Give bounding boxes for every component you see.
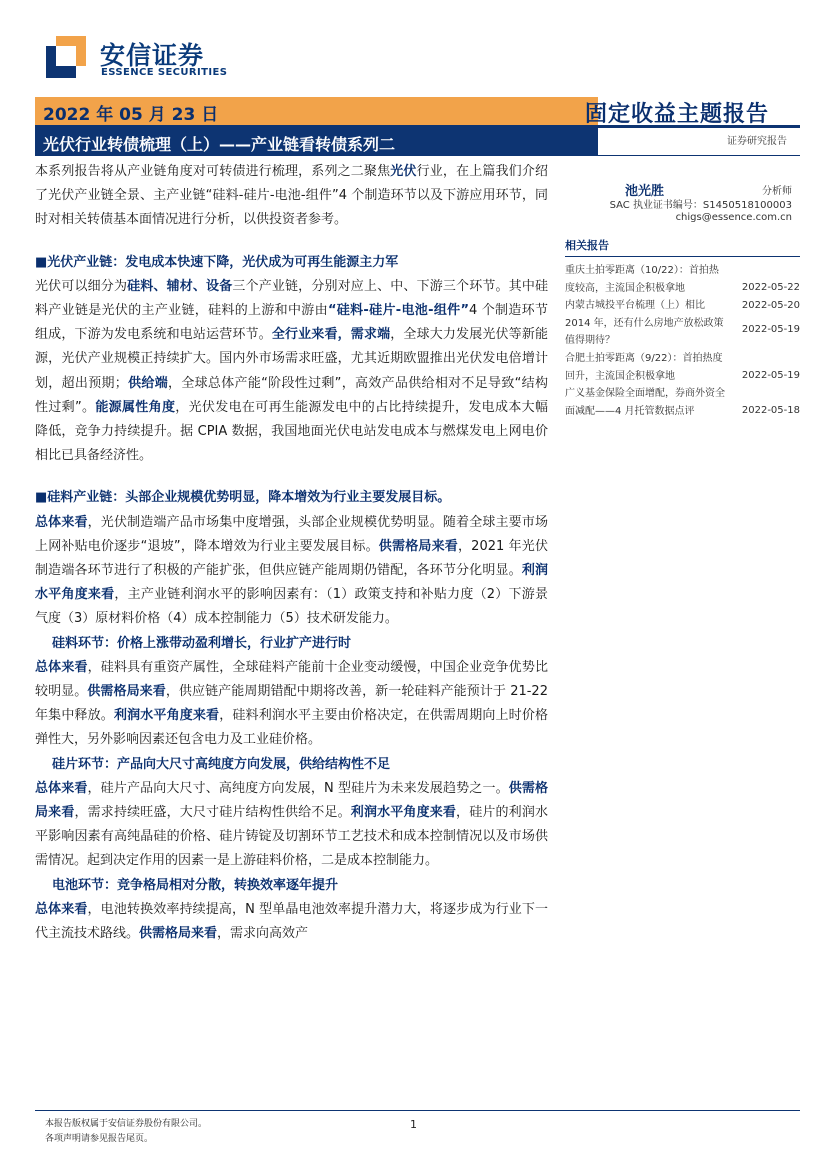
related-report-item[interactable]: 广义基金保险全面增配，券商外资全面减配——4 月托管数据点评 2022-05-18 [565,385,800,420]
related-report-date: 2022-05-20 [741,300,800,312]
analyst-name: 池光胜 [625,184,665,199]
section-heading-silicon-chain: ■硅料产业链：头部企业规模优势明显，降本增效为行业主要发展目标。 [35,490,451,506]
section-paragraph-silicon-chain: 总体来看，光伏制造端产品市场集中度增强，头部企业规模优势明显。随着全球主要市场上网补贴电价逐步“退坡”，降本增效为行业主要发展目标。供需格局来看，2021 年光伏制造端各环节进行了积极的产能扩张，但供应链产能周期仍错配，各环节分化明显。利润水平角度来看，主产业链利润水平的影响因素有：（1）政策支持和补贴力度（2）下游景气度（3）原材料价格（4）成本控制能力（5）技术研发能力。 [35,514,548,627]
footer-copyright: 本报告版权属于安信证券股份有限公司。 [45,1119,208,1129]
footer-disclaimer: 各项声明请参见报告尾页。 [45,1134,154,1144]
page-number: 1 [410,1118,417,1131]
related-report-date: 2022-05-19 [741,369,800,381]
analyst-role: 分析师 [762,186,792,197]
section-heading-pv-chain: ■光伏产业链：发电成本快速下降，光伏成为可再生能源主力军 [35,254,399,270]
report-subtype: 证券研究报告 [727,136,787,147]
subsection-paragraph-wafer: 总体来看，硅片产品向大尺寸、高纯度方向发展，N 型硅片为未来发展趋势之一。供需格局来看，需求持续旺盛，大尺寸硅片结构性供给不足。利润水平角度来看，硅片的利润水平影响因素有高纯晶硅的价格、硅片铸锭及切割环节工艺技术和成本控制情况以及市场供需情况。起到决定作用的因素一是上游硅料价格，二是成本控制能力。 [35,780,548,869]
related-report-item[interactable]: 重庆土拍零距离（10/22）：首拍热度较高，主流国企积极拿地 2022-05-22 [565,262,800,297]
subsection-heading-wafer: 硅片环节：产品向大尺寸高纯度方向发展，供给结构性不足 [52,756,391,772]
related-report-item[interactable]: 内蒙古城投平台梳理（上）相比 2014 年，还有什么房地产放松政策值得期待？ 2022-05-20 2022-05-19 [565,297,800,350]
report-date: 2022 年 05 月 23 日 [43,105,219,125]
subsection-heading-polysilicon: 硅料环节：价格上涨带动盈利增长，行业扩产进行时 [52,635,352,651]
related-report-item[interactable]: 合肥土拍零距离（9/22）：首拍热度回升，主流国企积极拿地 2022-05-19 [565,350,800,385]
main-content [35,160,548,946]
related-report-date: 2022-05-19 [741,324,800,336]
subsection-heading-cell: 电池环节：竞争格局相对分散，转换效率逐年提升 [52,877,339,893]
brand-name-cn: 安信证券 [100,41,205,70]
related-reports [565,237,800,420]
essence-logo-icon [46,36,86,78]
report-type: 固定收益主题报告 [585,102,770,127]
analyst-block [565,180,800,228]
subsection-paragraph-polysilicon: 总体来看，硅料具有重资产属性，全球硅料产能前十企业变动缓慢，中国企业竞争优势比较明显。供需格局来看，供应链产能周期错配中期将改善，新一轮硅料产能预计于 21-22 年集中释放。利润水平角度来看，硅料利润水平主要由价格决定，在供需周期向上时价格弹性大，另外影响因素还包含电力及工业硅价格。 [35,659,548,748]
brand-name-en: ESSENCE SECURITIES [101,67,228,78]
related-reports-heading: 相关报告 [565,237,800,257]
analyst-email[interactable]: chigs@essence.com.cn [675,212,792,223]
analyst-sac: SAC 执业证书编号：S1450518100003 [609,200,792,211]
intro-paragraph: 本系列报告将从产业链角度对可转债进行梳理，系列之二聚焦光伏行业，在上篇我们介绍了光伏产业链全景、主产业链“硅料-硅片-电池-组件”4 个制造环节以及下游应用环节，同时对相关转债基本面情况进行分析，以供投资者参考。 [35,164,548,228]
footer-rule [35,1110,800,1111]
sidebar-rule [565,155,800,156]
related-report-date: 2022-05-22 [741,282,800,293]
report-title: 光伏行业转债梳理（上）——产业链看转债系列二 [43,135,396,154]
related-report-date: 2022-05-18 [741,405,800,417]
section-paragraph-pv-chain: 光伏可以细分为硅料、辅材、设备三个产业链，分别对应上、中、下游三个环节。其中硅料产业链是光伏的主产业链，硅料的上游和中游由“硅料-硅片-电池-组件”4 个制造环节组成，下游为发电系统和电站运营环节。全行业来看，需求端，全球大力发展光伏等新能源，光伏产业规模正持续扩大。国内外市场需求旺盛，尤其近期欧盟推出光伏发电倍增计划，超出预期；供给端，全球总体产能“阶段性过剩”，高效产品供给相对不足导致“结构性过剩”。能源属性角度，光伏发电在可再生能源发电中的占比持续提升，发电成本大幅降低，竞争力持续提升。据 CPIA 数据，我国地面光伏电站发电成本与燃煤发电上网电价相比已具备经济性。 [35,278,548,464]
brand-logo [46,36,228,82]
subsection-paragraph-cell: 总体来看，电池转换效率持续提高，N 型单晶电池效率提升潜力大，将逐步成为行业下一代主流技术路线。供需格局来看，需求向高效产 [35,901,548,942]
